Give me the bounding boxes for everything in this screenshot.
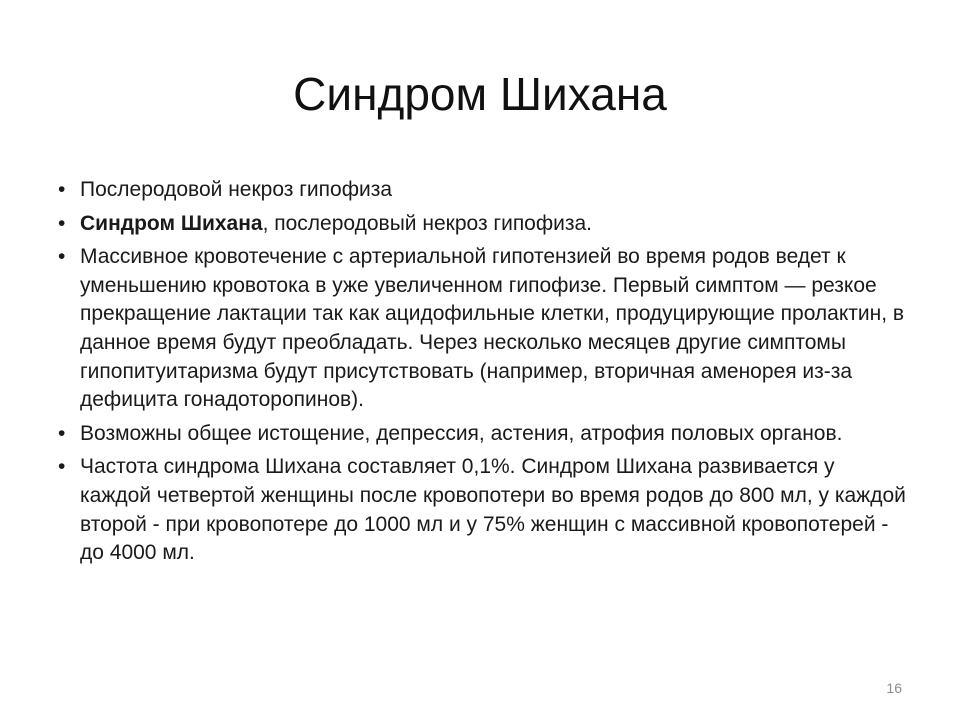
- bullet-text: Частота синдрома Шихана составляет 0,1%. Синдром Шихана развивается у каждой четвертой женщины после кровопотери во время родов до 800 мл, у каждой второй - при кровопотере до 1000 мл и у 75% женщин с массивной кровопотерей - до 4000 мл.: [80, 455, 906, 565]
- bullet-list: [58, 176, 908, 573]
- bullet-item-5: [58, 453, 908, 567]
- page-number: 16: [886, 680, 902, 696]
- bullet-item-4: [58, 420, 908, 449]
- bullet-bold-term: Синдром Шихана: [80, 211, 263, 235]
- bullet-text: Массивное кровотечение с артериальной гипотензией во время родов ведет к уменьшению кровотока в уже увеличенном гипофизе. Первый симптом — резкое прекращение лактации так как ацидофильные клетки, продуцирующие пролактин, в данное время будут преобладать. Через несколько месяцев другие симптомы гипопитуитаризма будут присутствовать (например, вторичная аменорея из-за дефицита гонадоторопинов).: [80, 245, 905, 412]
- bullet-text: , послеродовый некроз гипофиза.: [262, 211, 593, 235]
- bullet-text: Возможны общее истощение, депрессия, астения, атрофия половых органов.: [80, 421, 843, 445]
- bullet-item-3: [58, 243, 908, 415]
- bullet-item-2: [58, 210, 908, 239]
- slide-title: Синдром Шихана: [293, 68, 667, 120]
- bullet-text: Послеродовой некроз гипофиза: [80, 178, 393, 201]
- bullet-item-1: [58, 176, 908, 205]
